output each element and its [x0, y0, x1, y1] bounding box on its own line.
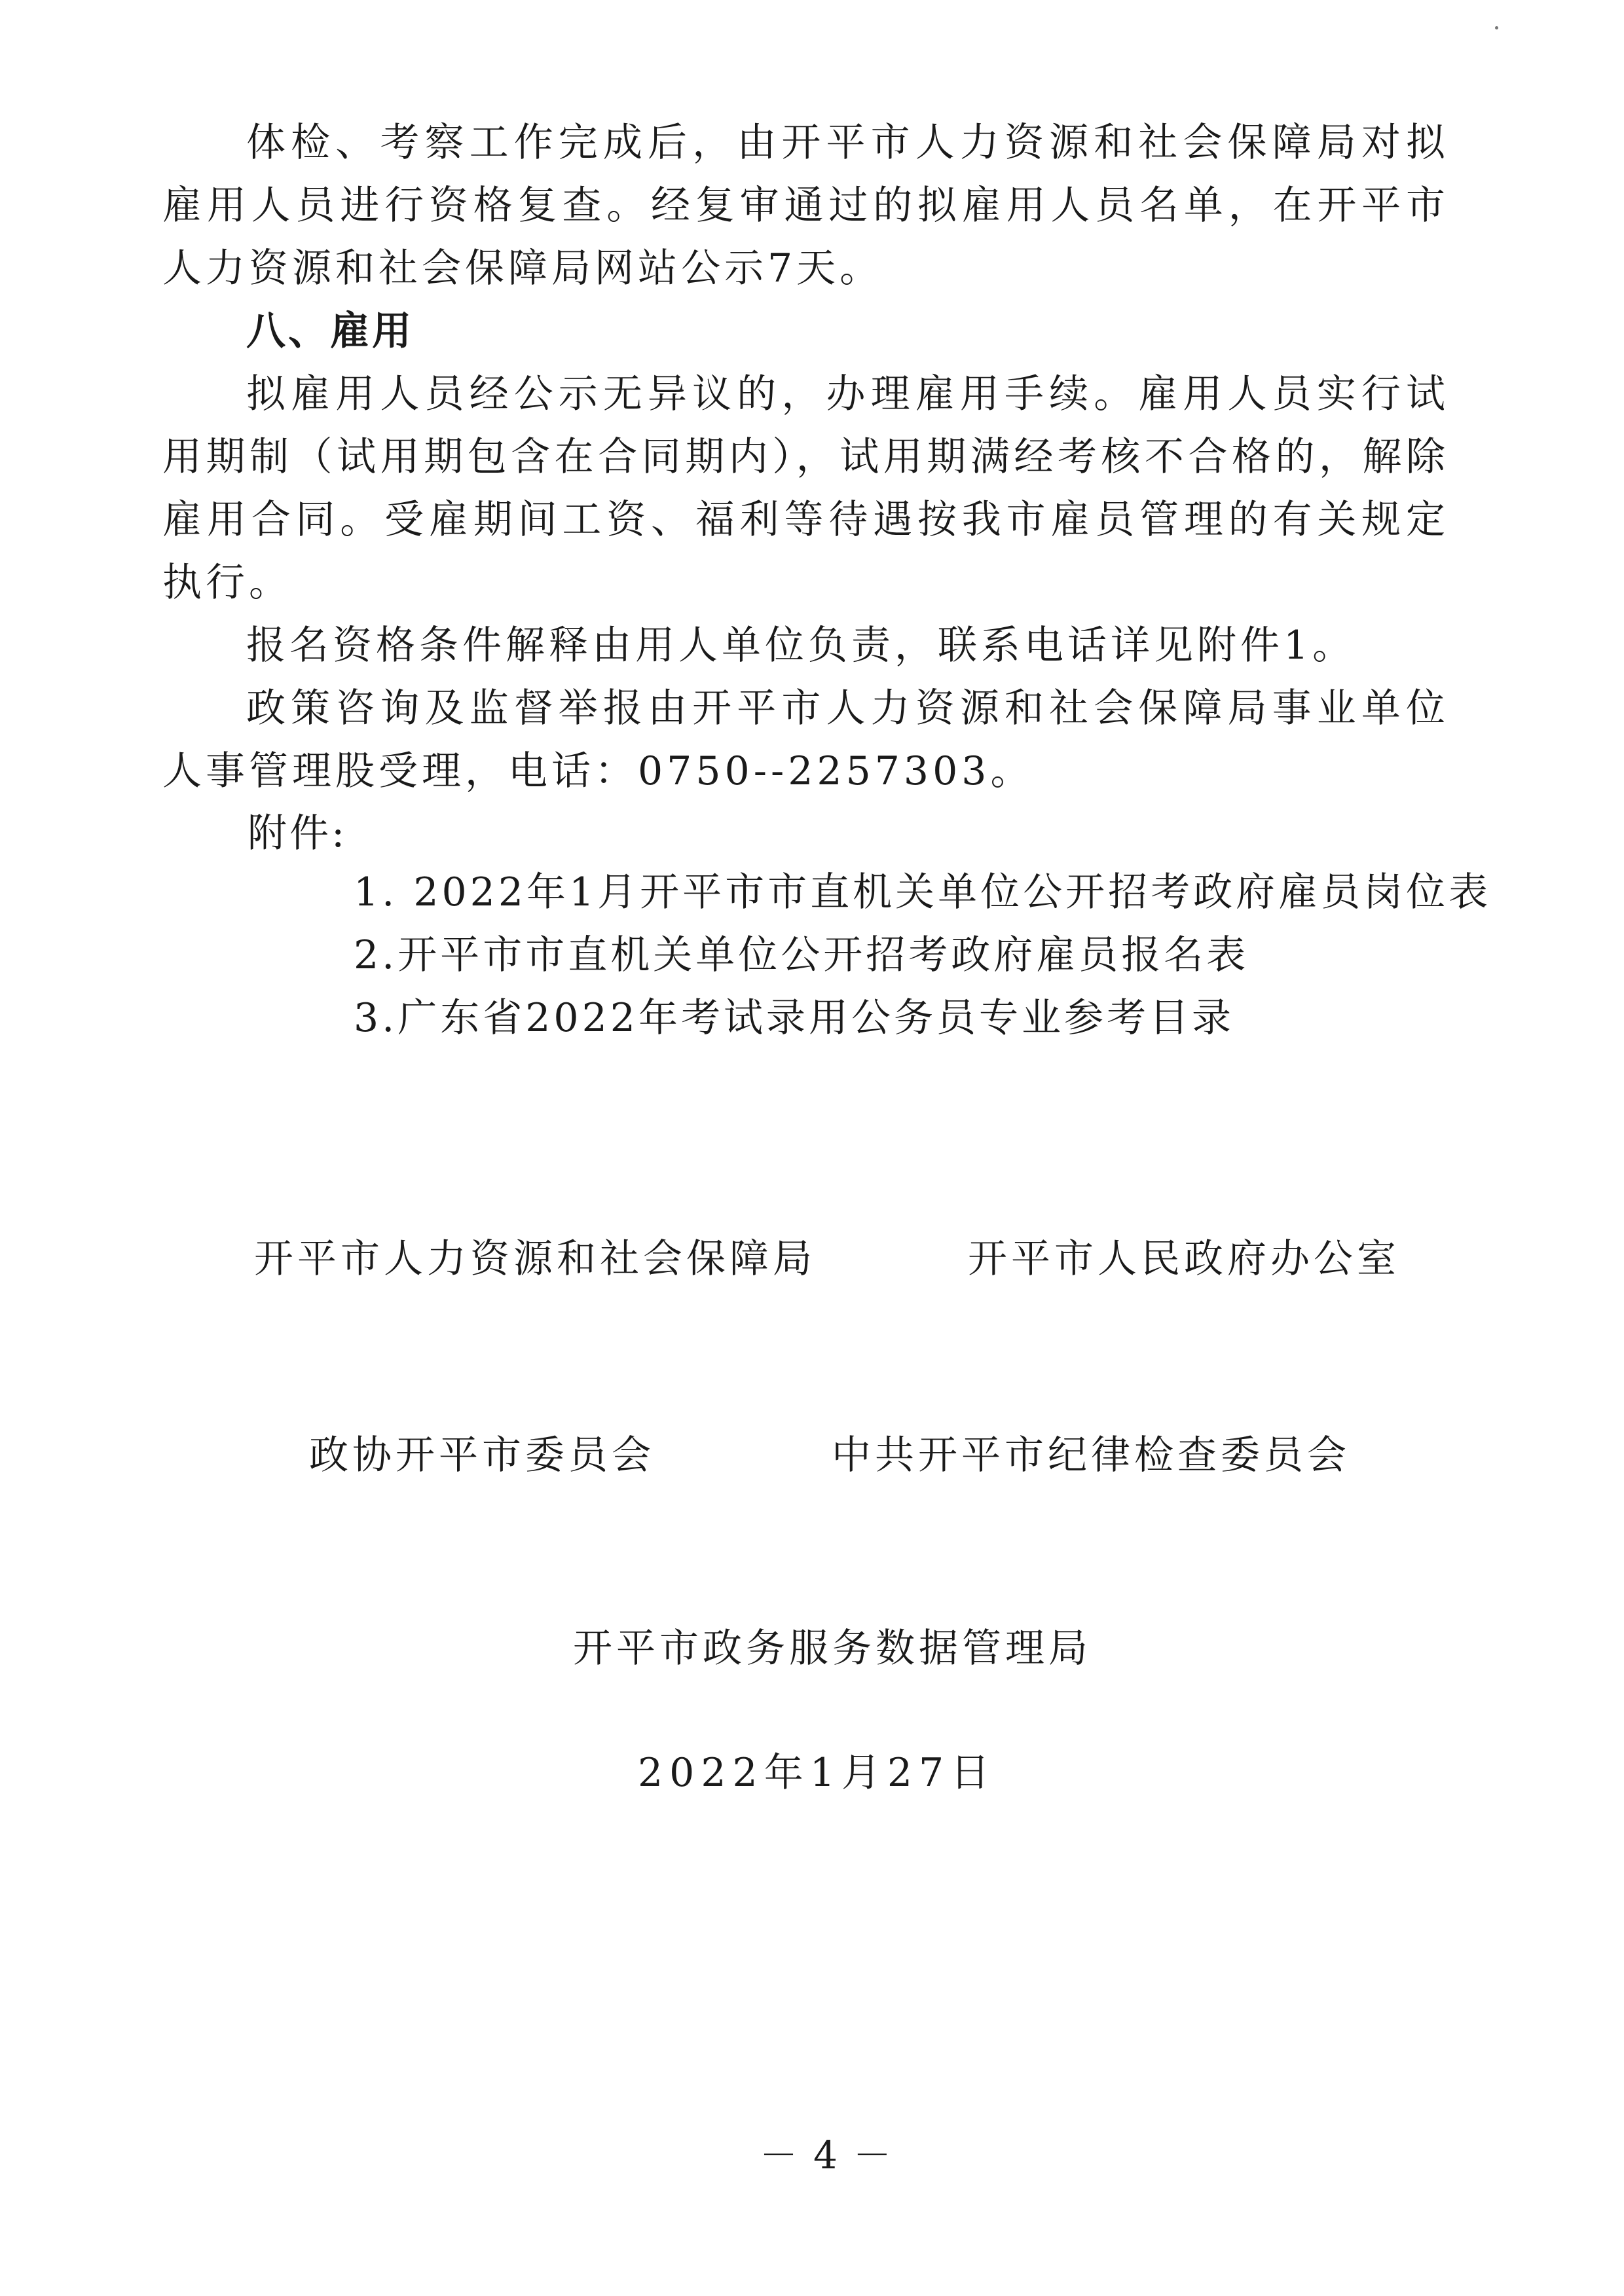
signatory-hr-bureau: 开平市人力资源和社会保障局 — [254, 1236, 816, 1282]
attachment-item: 2.开平市市直机关单位公开招考政府雇员报名表 — [354, 932, 1249, 978]
attachments-list — [354, 861, 1491, 1049]
attachments-title: 附件: — [248, 811, 348, 856]
attachment-item: 1. 2022年1月开平市市直机关单位公开招考政府雇员岗位表 — [354, 869, 1492, 915]
page-number: －4－ — [760, 2133, 907, 2178]
section-heading-employment: 八、雇用 — [246, 308, 414, 354]
signatory-data-bureau: 开平市政务服务数据管理局 — [573, 1626, 1092, 1671]
document-date: 2022年1月27日 — [638, 1750, 997, 1796]
paragraph-review: 体检、考察工作完成后，由开平市人力资源和社会保障局对拟雇用人员进行资格复查。经复审通过的拟雇用人员名单，在开平市人力资源和社会保障局网站公示7天。 — [162, 120, 1449, 291]
scan-speck — [1495, 26, 1498, 29]
paragraph-qualification-contact: 报名资格条件解释由用人单位负责，联系电话详见附件1。 — [246, 623, 1356, 668]
paragraph-employment: 拟雇用人员经公示无异议的，办理雇用手续。雇用人员实行试用期制（试用期包含在合同期内），试用期满经考核不合格的，解除雇用合同。受雇期间工资、福利等待遇按我市雇员管理的有关规定执行。 — [162, 371, 1449, 606]
paragraph-policy-consultation: 政策咨询及监督举报由开平市人力资源和社会保障局事业单位人事管理股受理，电话：0750--2257303。 — [162, 685, 1449, 794]
signatory-government-office: 开平市人民政府办公室 — [968, 1236, 1400, 1282]
attachment-item: 3.广东省2022年考试录用公务员专业参考目录 — [354, 995, 1234, 1041]
signatory-cppcc: 政协开平市委员会 — [309, 1432, 655, 1478]
signatory-discipline-commission: 中共开平市纪律检查委员会 — [832, 1432, 1350, 1478]
body-text — [162, 111, 1449, 803]
